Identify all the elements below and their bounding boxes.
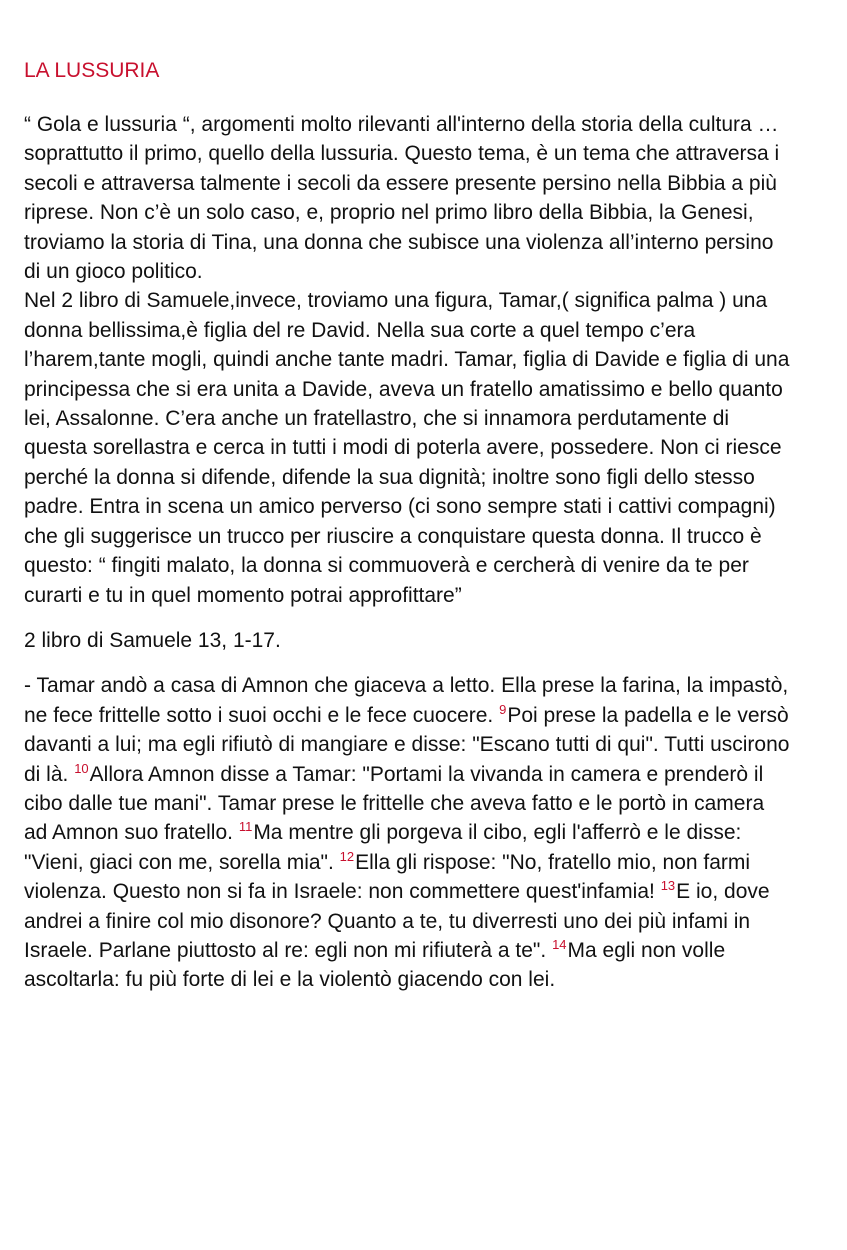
document-title: LA LUSSURIA [24,59,160,82]
verse-number: 12 [339,848,355,864]
passage-text: Allora Amnon disse a Tamar: "Portami la vivanda in camera e prenderò il cibo dalle tue mani". Tamar prese le frittelle che aveva fatto e le portò in camera ad Amnon suo fratello. [24,762,765,845]
scripture-reference: 2 libro di Samuele 13, 1-17. [24,628,281,652]
passage-text: Poi prese la padella e le versò davanti a lui; ma egli rifiutò di mangiare e disse: "Escano tutti di qui". Tutti uscirono di là. [24,703,790,786]
verse-number: 9 [499,701,507,717]
scripture-passage [24,671,791,994]
second-paragraph: Nel 2 libro di Samuele,invece, troviamo una figura, Tamar,( significa palma ) una donna bellissima,è figlia del re David. Nella sua corte a quel tempo c’era l’harem,tante mogli, quindi anche tante madri. Tamar, figlia di Davide e figlia di una principessa che si era unita a Davide, aveva un fratello amatissimo e bello quanto lei, Assalonne. C’era anche un fratellastro, che si innamora perdutamente di questa sorellastra e cerca in tutti i modi di poterla avere, possedere. Non ci riesce perché la donna si difende, difende la sua dignità; inoltre sono figli dello stesso padre. Entra in scena un amico perverso (ci sono sempre stati i cattivi compagni) che gli suggerisce un trucco per riuscire a conquistare questa donna. Il trucco è questo: “ fingiti malato, la donna si commuoverà e cercherà di venire da te per curarti e tu in quel momento potrai approfittare” [24,289,790,607]
passage-text: Ma egli non volle ascoltarla: fu più forte di lei e la violentò giacendo con lei. [24,938,726,992]
verse-number: 11 [238,819,253,835]
passage-text: Ella gli rispose: "No, fratello mio, non farmi violenza. Questo non si fa in Israele: non commettere quest'infamia! [24,850,751,904]
spacer [24,655,791,671]
passage-text: E io, dove andrei a finire col mio disonore? Quanto a te, tu diverresti uno dei più infami in Israele. Parlane piuttosto al re: egli non mi rifiuterà a te". [24,880,770,962]
spacer [24,610,791,626]
verse-number: 14 [552,936,567,952]
verse-number: 13 [660,878,676,894]
spacer [24,86,791,110]
intro-paragraph: “ Gola e lussuria “, argomenti molto rilevanti all'interno della storia della cultura … soprattutto il primo, quello della lussuria. Questo tema, è un tema che attraversa i secoli e attraversa talmente i secoli da essere presente persino nella Bibbia a più riprese. Non c’è un solo caso, e, proprio nel primo libro della Bibbia, la Genesi, troviamo la storia di Tina, una donna che subisce una violenza all’interno persino di un gioco politico. [24,113,780,284]
passage-text: Ma mentre gli porgeva il cibo, egli l'afferrò e le disse: "Vieni, giaci con me, sorella mia". [24,821,742,874]
verse-number: 10 [74,760,89,776]
passage-text: - Tamar andò a casa di Amnon che giaceva a letto. Ella prese la farina, la impastò, ne fece frittelle sotto i suoi occhi e le fece cuocere. [24,674,789,727]
